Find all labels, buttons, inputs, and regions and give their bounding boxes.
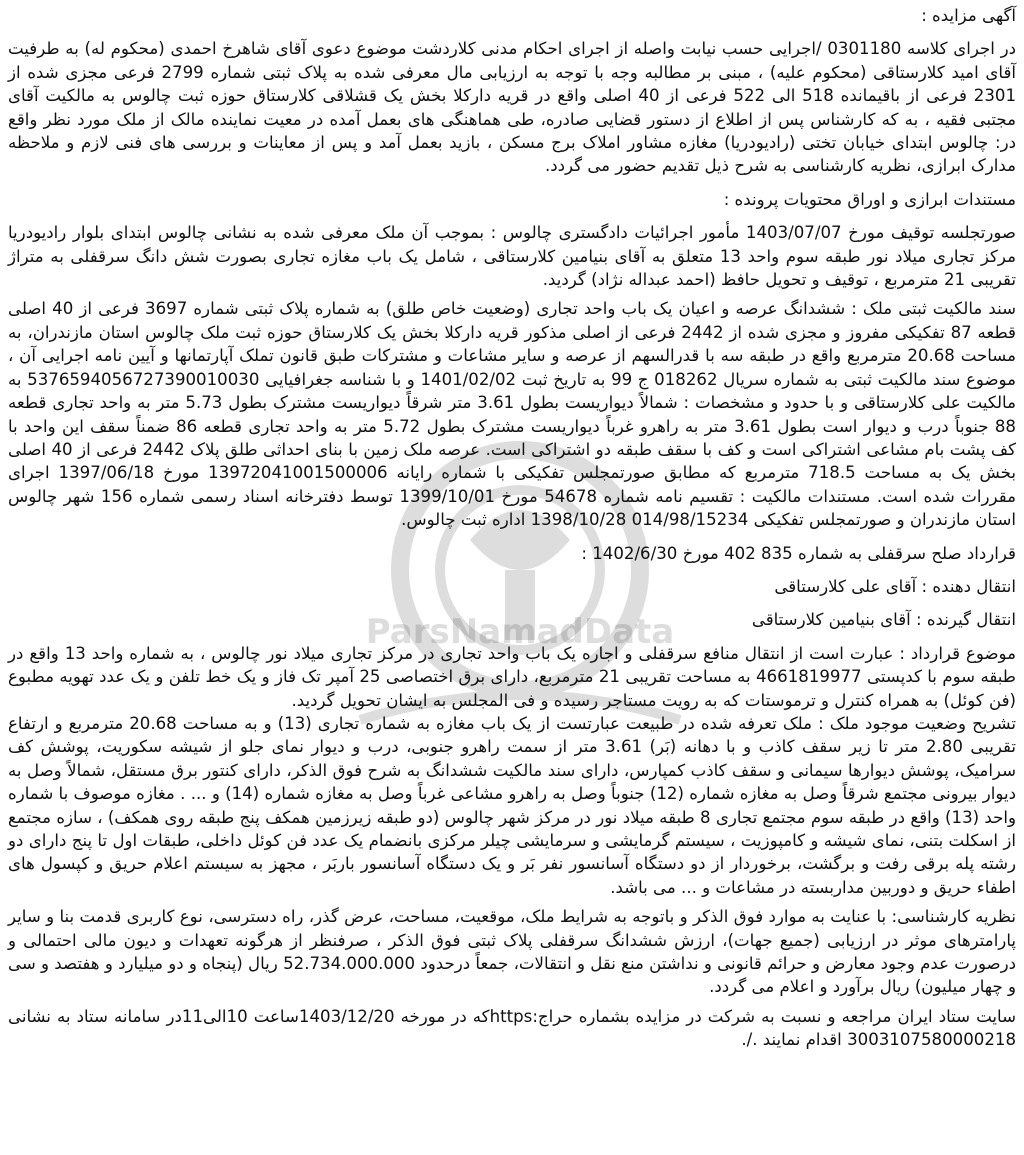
notice-title: آگهی مزایده : (921, 6, 1016, 25)
expert-opinion-paragraph: نظریه کارشناسی: با عنایت به موارد فوق الذکر و باتوجه به شرایط ملک، موقعیت، مساحت، عرض گذر، راه دسترسی، نوع کاربری قدمت بنا و سایر پارامترهای موثر در ارزیابی (جمیع جهات)، ارزش ششدانگ سرقفلی پلاک ثبتی فوق الذکر ، صرفنظر از هرگونه تعهدات و دیون مالی احتمالی و درصورت عدم وجود معارض و حرائم قانونی و نداشتن منع نقل و انتقالات، جمعاً درحدود 52.734.000.000 ریال (پنجاه و دو میلیارد و هفتصد و سی و چهار میلیون) ریال برآورد و اعلام می گردد. (8, 907, 1017, 997)
transferee-line: انتقال گیرنده : آقای بنیامین کلارستاقی (751, 610, 1016, 630)
transferor-line: انتقال دهنده : آقای علی کلارستاقی (774, 576, 1016, 596)
contract-subject-paragraph: موضوع قرارداد : عبارت است از انتقال منافع سرقفلی و اجاره یک باب واحد تجاری در مرکز تجاری میلاد نور چالوس ، به شماره واحد 13 واقع در طبقه سوم با کدپستی 4661819977 به مساحت تقریبی 21 مترمربع، دارای برق اختصاصی 25 آمپر تک فاز و یک خط تلفن و یک عدد تهویه مطبوع (فن کوئل) به همراه کنترل و ترموستات که به رویت مستاجر رسیده و فی المجلس به ایشان تحویل گردید. (8, 643, 1016, 710)
intro-paragraph: در اجرای کلاسه 0301180 /اجرایی حسب نیابت واصله از اجرای احکام مدنی کلاردشت موضوع دعوی آقای شاهرخ احمدی (محکوم له) به طرفیت آقای امید کلارستاقی (محکوم علیه) ، مبنی بر مطالبه وجه با توجه به ارزیابی مال معرفی شده به پلاک ثبتی شماره 2799 فرعی مجزی شده از 2301 فرعی از باقیمانده 518 الی 522 فرعی از 40 اصلی واقع در قریه دارکلا بخش یک قشلاقی کلارستاق حوزه ثبت چالوس به مالکیت آقای مجتبی فقیه ، به که کارشناس پس از اطلاع از دستور قضایی صادره، طی هماهنگی های بعمل آمده در معیت نماینده مالک از ملک مورد نظر واقع در: چالوس ابتدای خیابان تختی (رادیودریا) مغازه مشاور املاک برج مسکن ، بازید بعمل آمد و پس از معاینات و بررسی های فنی لازم و ملاحظه مدارک ابرازی، نظریه کارشناسی به شرح ذیل تقدیم حضور می گردد. (8, 39, 1017, 176)
watermark-brand-text: ParsNamadData (365, 612, 675, 652)
seizure-paragraph: صورتجلسه توقیف مورخ 1403/07/07 مأمور اجرائیات دادگستری چالوس : بموجب آن ملک معرفی شده به نشانی چالوس ابتدای بلوار رادیودریا مرکز تجاری میلاد نور طبقه سوم واحد 13 متعلق به آقای بنیامین کلارستاقی ، شامل یک باب مغازه تجاری بصورت شش دانگ سرقفلی به متراژ تقریبی 21 مترمربع ، توقیف و تحویل حافظ (احمد عبداله نژاد) گردید. (8, 223, 1017, 290)
closing-paragraph: سایت ستاد ایران مراجعه و نسبت به شرکت در مزایده بشماره حراج:httpsکه در مورخه 1403/12/20ساعت 10الی11در سامانه ستاد به نشانی 3003107580000218 اقدام نمایند ./. (8, 1006, 1017, 1050)
documents-heading: مستندات ابرازی و اوراق محتویات پرونده : (723, 189, 1016, 209)
contract-line: قرارداد صلح سرقفلی به شماره 835 402 مورخ 1402/6/30 : (581, 543, 1016, 563)
deed-paragraph: سند مالکیت ثبتی ملک : ششدانگ عرصه و اعیان یک باب واحد تجاری (وضعیت خاص طلق) به شماره پلاک ثبتی شماره 3697 فرعی از 40 اصلی قطعه 87 تفکیکی مفروز و مجزی شده از 2442 فرعی از اصلی مذکور قریه دارکلا بخش یک کلارستاق حوزه ثبت ملک چالوس استان مازندران، به مساحت 20.68 مترمربع واقع در طبقه سه با قدرالسهم از عرصه و سایر مشاعات و مشترکات طبق قانون تملک آپارتمانها و آیین نامه اجرایی آن ، موضوع سند مالکیت ثبتی به شماره سریال 018262 ج 99 به تاریخ ثبت 1401/02/02 و با شناسه جغرافیایی 5376594056727390010030 به مالکیت علی کلارستاقی و با حدود و مشخصات : شمالاً دیواریست بطول 3.61 متر شرقاً دیواریست مشترک بطول 5.73 متر به واحد تجاری قطعه 88 جنوباً درب و دیوار است بطول 3.61 متر به راهرو غرباً دیواریست مشترک بطول 5.72 متر به واحد تجاری قطعه 86 ضمناً سقف این واحد با کف پشت بام مشاعی اشتراکی است و کف با سقف طبقه دو اشتراکی است. عرصه ملک زمین با بنای احداثی طلق پلاک 2442 فرعی از 40 اصلی بخش یک به مساحت 718.5 مترمربع که مطابق صورتمجلس تفکیکی با شماره رایانه 13972041001500006 مورخ 1397/06/18 اجرای مقررات شده است. مستندات مالکیت : تقسیم نامه شماره 54678 مورخ 1399/10/01 توسط دفترخانه اسناد رسمی شماره 156 شهر چالوس استان مازندران و صورتمجلس تفکیکی 014/98/15234 1398/10/28 اداره ثبت چالوس. (8, 299, 1017, 530)
property-description-paragraph: تشریح وضعیت موجود ملک : ملک تعرفه شده در طبیعت عبارتست از یک باب مغازه به شماره تجاری (13) و به مساحت 20.68 مترمربع و ارتفاع تقریبی 2.80 متر تا زیر سقف کاذب و با دهانه (بَر) 3.61 متر از سمت راهرو جنوبی، درب و دیوار نمای جلو از شیشه سکوریت، پوشش کف سرامیک، پوشش دیوارها سیمانی و سقف کاذب کمپارس، دارای سند مالکیت ششدانگ به شرح فوق الذکر، دارای کنتور برق مستقل، شمالاً وصل به دیوار بیرونی مجتمع شرقاً وصل به مغازه شماره (12) جنوباً وصل به راهرو مشاعی غرباً وصل به مغازه شماره (14) و ... . مغازه موصوف با شماره واحد (13) واقع در طبقه سوم مجتمع تجاری 8 طبقه میلاد نور در مرکز شهر چالوس (دو طبقه زیرزمین همکف پنج طبقه روی همکف) ، سازه مجتمع از اسکلت بتنی، نمای شیشه و کامپوزیت ، سیستم گرمایشی و سرمایشی چیلر مرکزی بانضمام یک عدد فن کوئل داخلی، طبقات اول تا پنج دارای دو رشته پله برقی رفت و برگشت، برخوردار از دو دستگاه آسانسور نفر بَر و یک دستگاه آسانسور باربَر ، مجهز به سیستم اعلام حریق و کپسول های اطفاء حریق و دوربین مداربسته در مشاعات و ... می باشد. (8, 713, 1016, 897)
notice-document (8, 4, 1016, 1151)
